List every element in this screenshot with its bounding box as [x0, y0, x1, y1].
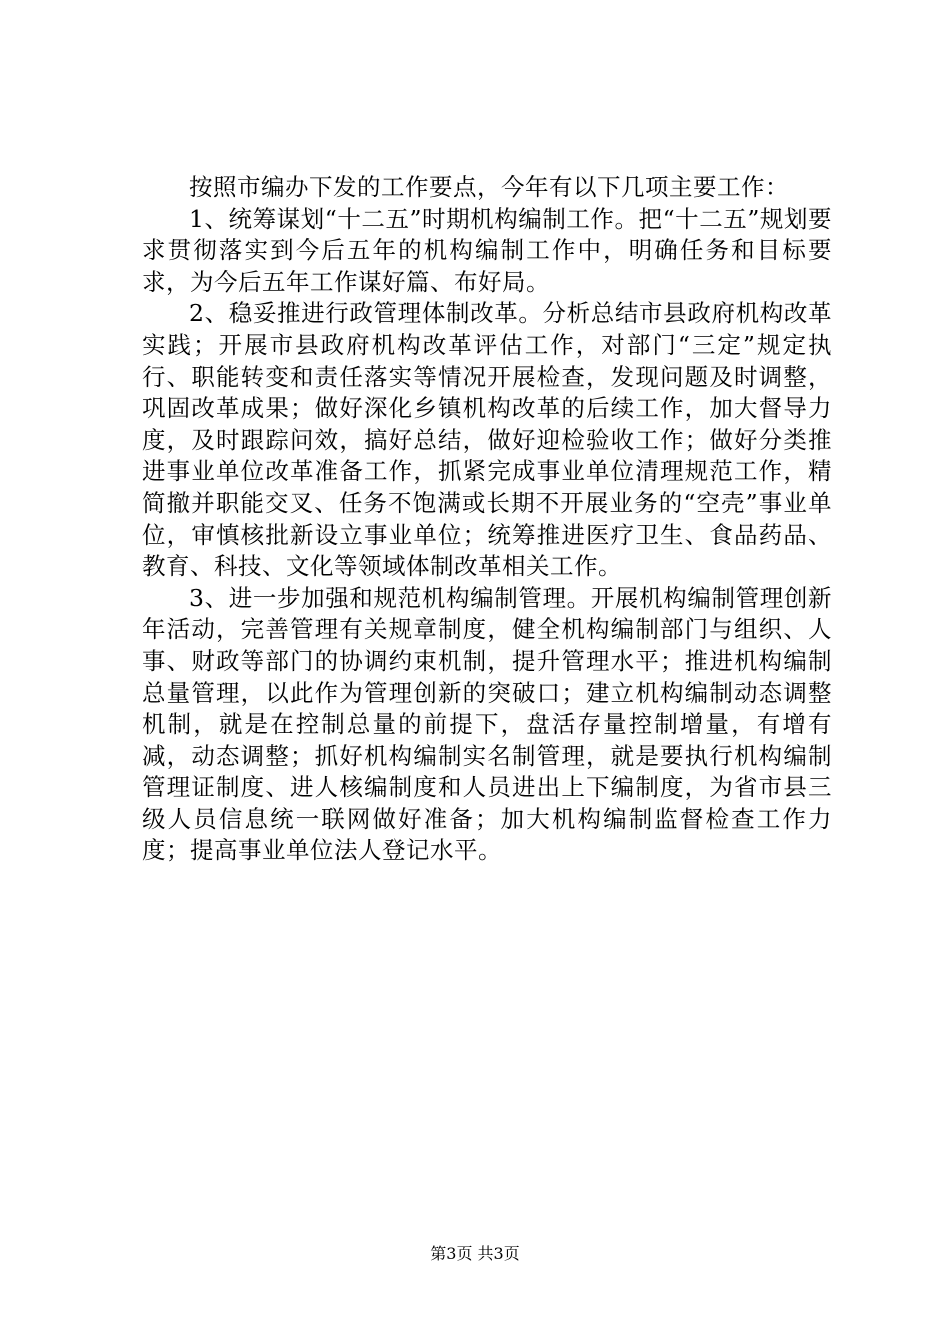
page-footer: [0, 1244, 950, 1264]
paragraph-intro: 按照市编办下发的工作要点，今年有以下几项主要工作：: [189, 173, 789, 201]
paragraph-item-2: 2、稳妥推进行政管理体制改革。分析总结市县政府机构改革实践；开展市县政府机构改革评估工作，对部门“三定”规定执行、职能转变和责任落实等情况开展检查，发现问题及时调整，巩固改革成果；做好深化乡镇机构改革的后续工作，加大督导力度，及时跟踪问效，搞好总结，做好迎检验收工作；做好分类推进事业单位改革准备工作，抓紧完成事业单位清理规范工作，精简撤并职能交叉、任务不饱满或长期不开展业务的“空壳”事业单位，审慎核批新设立事业单位；统筹推进医疗卫生、食品药品、教育、科技、文化等领域体制改革相关工作。: [142, 299, 832, 581]
paragraph-item-3: 3、进一步加强和规范机构编制管理。开展机构编制管理创新年活动，完善管理有关规章制度，健全机构编制部门与组织、人事、财政等部门的协调约束机制，提升管理水平；推进机构编制总量管理，以此作为管理创新的突破口；建立机构编制动态调整机制，就是在控制总量的前提下，盘活存量控制增量，有增有减，动态调整；抓好机构编制实名制管理，就是要执行机构编制管理证制度、进人核编制度和人员进出上下编制度，为省市县三级人员信息统一联网做好准备；加大机构编制监督检查工作力度；提高事业单位法人登记水平。: [142, 583, 832, 865]
paragraph-item-1: 1、统筹谋划“十二五”时期机构编制工作。把“十二五”规划要求贯彻落实到今后五年的机构编制工作中，明确任务和目标要求，为今后五年工作谋好篇、布好局。: [142, 204, 832, 296]
document-body: [142, 172, 832, 867]
page-number: 第3页 共3页: [430, 1244, 520, 1263]
